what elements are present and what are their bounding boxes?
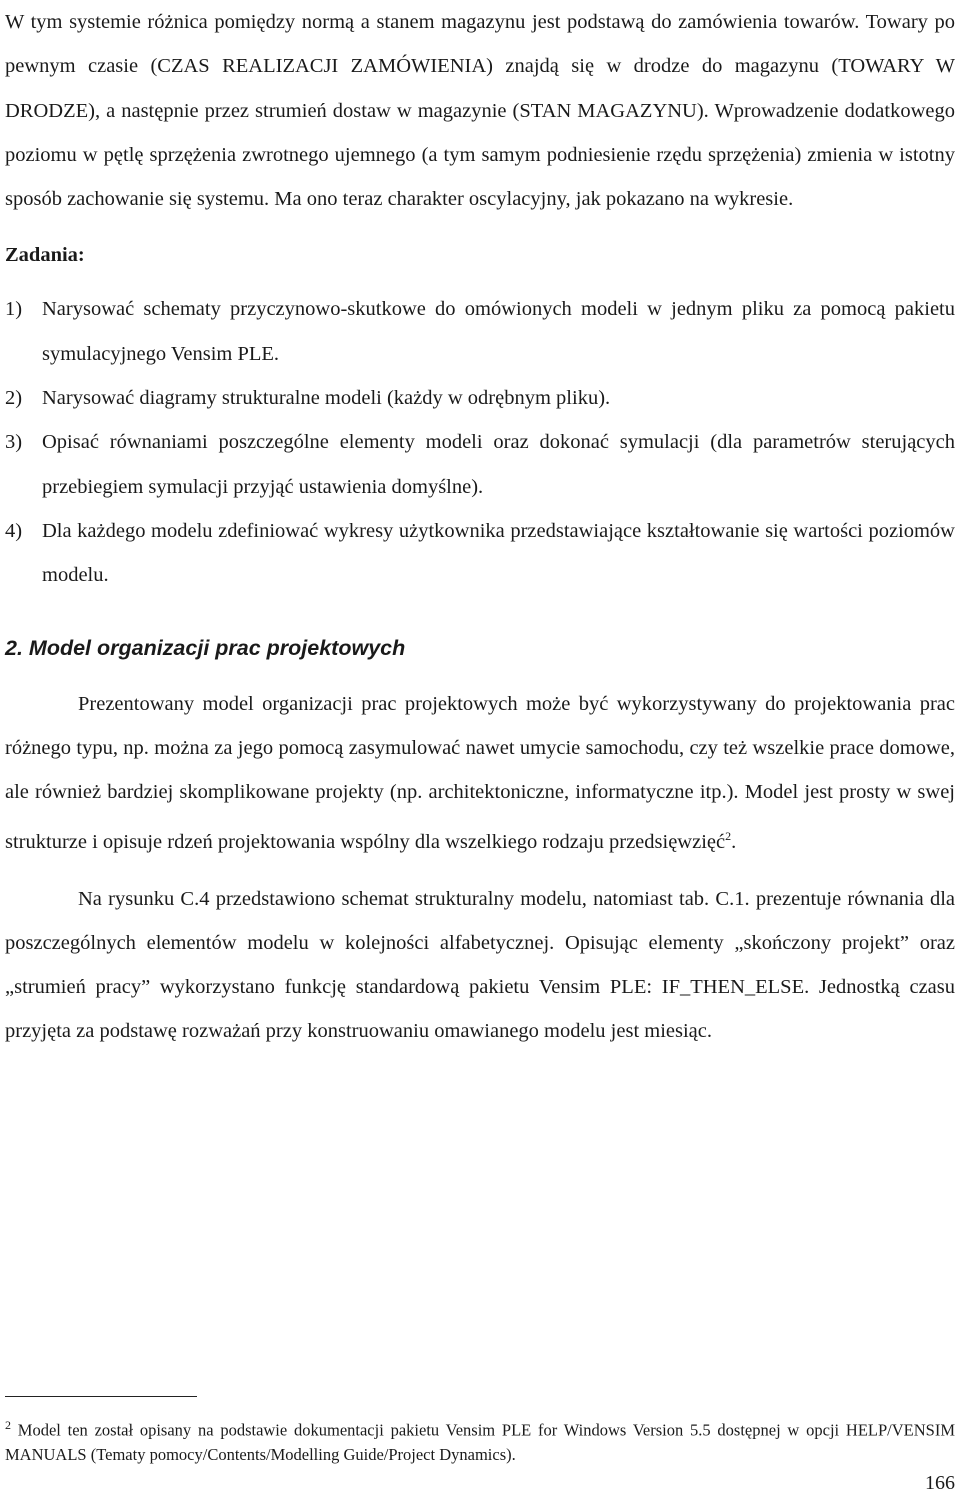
page-number: 166 [925, 1472, 955, 1494]
section-paragraph-1-text: Prezentowany model organizacji prac projektowych może być wykorzystywany do projektowania prac różnego typu, np. można za jego pomocą zasymulować nawet umycie samochodu, czy też wszelkie prace domowe, ale również bardziej skomplikowane projekty (np. architektoniczne, informatyczne itp.). Model jest prosty w swej strukturze i opisuje rdzeń projektowania wspólny dla wszelkiego rodzaju przedsięwzięć [5, 692, 955, 854]
tasks-list [5, 287, 955, 597]
list-item [5, 509, 955, 598]
document-page [5, 0, 955, 1054]
list-item-number: 1) [5, 298, 23, 321]
footnote-divider [5, 1396, 197, 1397]
footnote-mark: 2 [5, 1418, 11, 1432]
footnote [5, 1413, 955, 1467]
list-item-text: Opisać równaniami poszczególne elementy modeli oraz dokonać symulacji (dla parametrów sterujących przebiegiem symulacji przyjąć ustawienia domyślne). [42, 431, 955, 498]
section-paragraph-2: Na rysunku C.4 przedstawiono schemat strukturalny modelu, natomiast tab. C.1. prezentuje równania dla poszczególnych elementów modelu w kolejności alfabetycznej. Opisując elementy „skończony projekt” oraz „strumień pracy” wykorzystano funkcję standardową pakietu Vensim PLE: IF_THEN_ELSE. Jednostką czasu przyjęta za podstawę rozważań przy konstruowaniu omawianego modelu jest miesiąc. [5, 887, 955, 1043]
intro-paragraph: W tym systemie różnica pomiędzy normą a stanem magazynu jest podstawą do zamówienia towarów. Towary po pewnym czasie (CZAS REALIZACJI ZAMÓWIENIA) znajdą się w drodze do magazynu (TOWARY W DRODZE), a następnie przez strumień dostaw w magazynie (STAN MAGAZYNU). Wprowadzenie dodatkowego poziomu w pętlę sprzężenia zwrotnego ujemnego (a tym samym podniesienie rzędu sprzężenia) zmienia w istotny sposób zachowanie się systemu. Ma ono teraz charakter oscylacyjny, jak pokazano na wykresie. [5, 11, 955, 211]
list-item [5, 376, 955, 420]
list-item [5, 420, 955, 509]
tasks-heading: Zadania: [5, 244, 85, 267]
list-item-text: Narysować diagramy strukturalne modeli (każdy w odrębnym pliku). [42, 387, 611, 410]
list-item-text: Narysować schematy przyczynowo-skutkowe do omówionych modeli w jednym pliku za pomocą pakietu symulacyjnego Vensim PLE. [42, 298, 955, 365]
footnote-text: Model ten został opisany na podstawie dokumentacji pakietu Vensim PLE for Windows Version 5.5 dostępnej w opcji HELP/VENSIM MANUALS (Tematy pomocy/Contents/Modelling Guide/Project Dynamics). [5, 1420, 955, 1464]
list-item-number: 3) [5, 431, 23, 454]
list-item-number: 2) [5, 387, 23, 410]
section-title: 2. Model organizacji prac projektowych [5, 635, 406, 660]
footnote-reference[interactable]: 2 [725, 829, 732, 844]
section-paragraph-1-end: . [731, 831, 737, 854]
list-item [5, 287, 955, 376]
list-item-text: Dla każdego modelu zdefiniować wykresy użytkownika przedstawiające kształtowanie się wartości poziomów modelu. [42, 519, 955, 587]
section-paragraph-1 [5, 682, 955, 865]
list-item-number: 4) [5, 519, 23, 542]
